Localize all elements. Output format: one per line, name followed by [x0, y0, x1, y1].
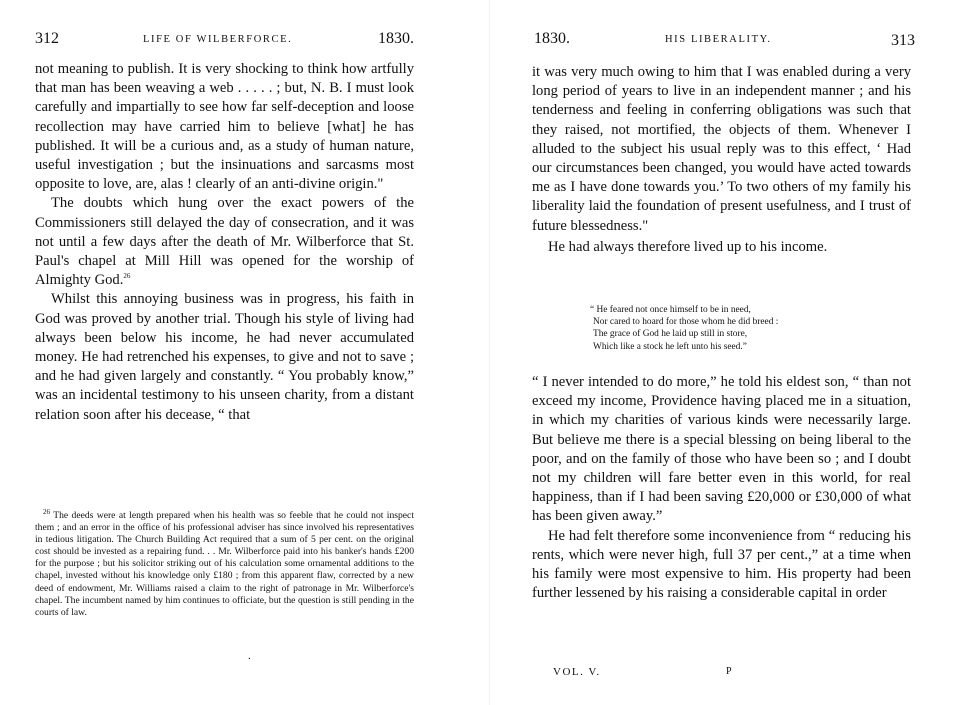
left-year: 1830.: [378, 30, 414, 47]
left-page-number: 312: [35, 30, 59, 47]
right-body-top: [532, 63, 911, 257]
left-footnote: [35, 507, 414, 619]
right-page: [490, 0, 980, 705]
footnote-reference[interactable]: 26: [123, 272, 131, 281]
footnote-mark: 26: [43, 507, 50, 516]
footnote-text: The deeds were at length prepared when his health was so feeble that he could not inspect them ; and an error in the office of his professional adviser has since involved his representatives in tedious litigation. The Church Building Act required that a sum of 5 per cent. on the original cost should be invested as a repairing fund. . . Mr. Wilberforce paid into his banker's hands £200 for the purpose ; but his solicitor striking out of his calculation some ornamental additions to the chapel, invested without his knowledge only £180 ; from this apparent flaw, corrected by a new deed of endowment, Mr. Williams raised a claim to the right of patronage in Mr. Wilberforce's chapel. The incumbent named by him continues to officiate, but the question is still pending in the courts of law.: [35, 510, 414, 618]
poem-line: The grace of God he laid up still in store,: [593, 329, 748, 340]
left-continuation: not meaning to publish. It is very shocking to think how artfully that man has been weaving a web . . . . . ; but, N. B. I must look carefully and impartially to see how far self-deception and loose recollection may have carried him to believe [what] he has published. It will be a curious and, as a study of human nature, useful investigation ; but the insinuations and sarcasms most opposite to love, are, alas ! clearly of an anti-divine origin.": [35, 61, 414, 193]
volume-label: VOL. V.: [553, 666, 601, 678]
signature-mark: P: [726, 666, 734, 677]
poem-quote: [590, 304, 778, 353]
right-page-number: 313: [891, 32, 915, 49]
left-running-head: LIFE OF WILBERFORCE.: [143, 34, 293, 45]
right-year: 1830.: [534, 30, 570, 47]
left-para2-text: The doubts which hung over the exact powers of the Commissioners still delayed the day of consecration, and it was not until a few days after the death of Mr. Wilberforce that St. Paul's chapel at Mill Hill was opened for the worship of Almighty God.: [35, 195, 414, 289]
right-running-head: HIS LIBERALITY.: [665, 34, 772, 45]
poem-line: Nor cared to hoard for those whom he did breed :: [593, 317, 779, 328]
poem-line: “ He feared not once himself to be in need,: [590, 305, 751, 315]
poem-line: Which like a stock he left unto his seed.”: [593, 341, 747, 352]
right-para-liberality: it was very much owing to him that I was enabled during a very long period of years to live in an independent manner ; and his tenderness and feeling in conferring obligations was such that they raised, not mortified, the objects of them. Whenever I alluded to the subject his usual reply was to this effect, ‘ Had our circumstances been changed, you would have acted towards me as I have done towards you.’ To two others of my family his liberality laid the foundation of present usefulness, and I trust of future blessedness.": [532, 64, 911, 234]
stray-mark: .: [248, 650, 251, 662]
left-body: [35, 60, 414, 425]
right-para-income: He had always therefore lived up to his income.: [548, 238, 828, 255]
right-para-never-intended: “ I never intended to do more,” he told his eldest son, “ than not exceed my income, Providence having placed me in a situation, in which my charities of various kinds were necessarily large. But believe me there is a special blessing on being liberal to the poor, and on the family of those who have been so ; and I doubt not my children will fare better even in this world, for real happiness, than if I had been saving £20,000 or £30,000 of what has been given away.”: [532, 374, 911, 525]
right-body-bottom: [532, 373, 911, 603]
left-paragraph-consecration: [35, 194, 414, 290]
left-paragraph-trial: Whilst this annoying business was in progress, his faith in God was proved by another trial. Though his style of living had always been below his income, he had never accumulated money. He had retrenched his expenses, to give and not to save ; and he had given largely and constantly. “ You probably know,” was an incidental testimony to his unseen charity, from a distant relation soon after his decease, “ that: [35, 291, 414, 423]
right-para-rents: He had felt therefore some inconvenience from “ reducing his rents, which were never high, full 37 per cent.,” at a time when his family were most expensive to him. His property had been further lessened by his raising a considerable capital in order: [532, 527, 911, 602]
